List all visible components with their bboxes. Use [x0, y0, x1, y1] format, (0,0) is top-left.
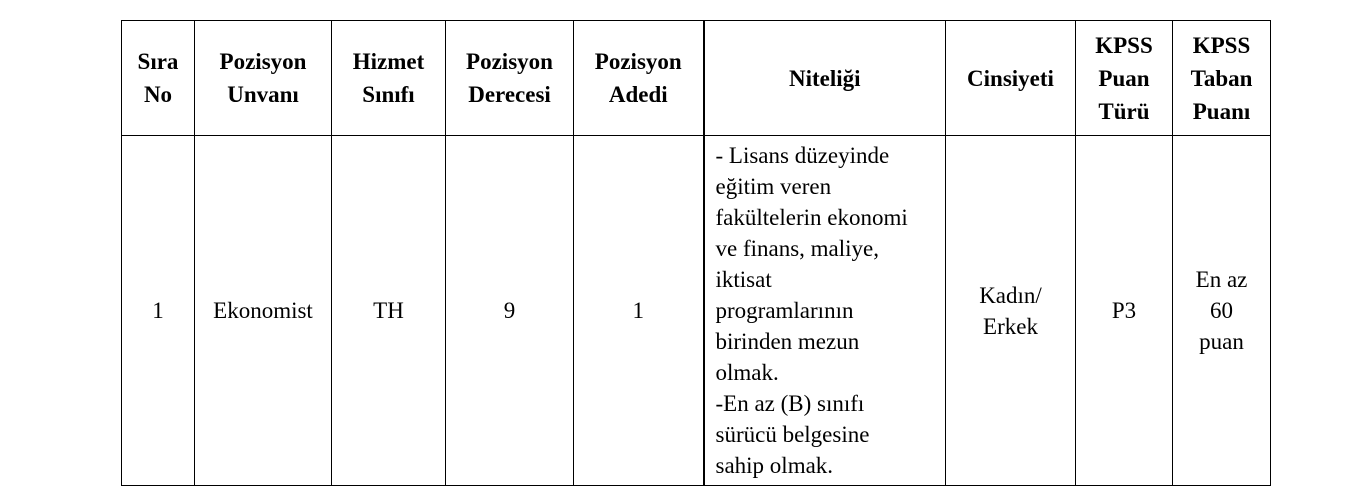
header-pozisyon-derecesi-line: Derecesi — [468, 82, 551, 107]
cell-cinsiyeti — [946, 136, 1076, 486]
header-hizmet-sinifi — [332, 21, 446, 136]
cell-pozisyon-derecesi: 9 — [446, 136, 574, 486]
cell-kpss-puan-turu: P3 — [1076, 136, 1173, 486]
header-kpss-taban-puani — [1173, 21, 1271, 136]
header-pozisyon-adedi-line: Pozisyon — [594, 49, 682, 74]
qualification-line: eğitim veren — [715, 174, 832, 199]
header-pozisyon-adedi-line: Adedi — [608, 82, 668, 107]
cell-cinsiyeti-line: Kadın/ — [979, 282, 1042, 308]
cell-hizmet-sinifi: TH — [332, 136, 446, 486]
header-row — [122, 21, 1271, 136]
header-kpss-taban-puani-line: KPSS — [1192, 32, 1251, 58]
qualification-line: sahip olmak. — [715, 453, 834, 478]
cell-pozisyon-unvani: Ekonomist — [195, 136, 332, 486]
header-pozisyon-unvani-line: Pozisyon — [219, 49, 307, 74]
qualification-line: -En az (B) sınıfı — [715, 391, 865, 416]
header-kpss-puan-turu-line: KPSS — [1095, 32, 1153, 58]
cell-kpss-taban-puani-line: En az — [1195, 267, 1248, 292]
qualification-line: olmak. — [715, 360, 779, 385]
positions-table — [121, 20, 1271, 486]
qualification-line: sürücü belgesine — [715, 422, 870, 447]
cell-niteligi — [704, 136, 946, 486]
header-niteligi — [704, 21, 946, 136]
cell-kpss-taban-puani-line: puan — [1199, 329, 1244, 354]
qualification-line: iktisat — [715, 267, 772, 292]
header-sira-no-line: Sıra — [137, 49, 179, 74]
header-kpss-puan-turu-line: Puan — [1098, 65, 1150, 91]
header-hizmet-sinifi-line: Hizmet — [352, 49, 425, 74]
header-pozisyon-unvani-line: Unvanı — [227, 82, 299, 107]
header-kpss-puan-turu-line: Türü — [1098, 98, 1150, 124]
header-kpss-taban-puani-line: Puanı — [1192, 98, 1251, 124]
cell-sira-no: 1 — [122, 136, 195, 486]
header-pozisyon-unvani — [195, 21, 332, 136]
header-cinsiyeti — [946, 21, 1076, 136]
header-sira-no — [122, 21, 195, 136]
cell-pozisyon-adedi: 1 — [574, 136, 704, 486]
qualification-line: fakültelerin ekonomi — [715, 205, 908, 230]
header-hizmet-sinifi-line: Sınıfı — [362, 82, 415, 107]
header-pozisyon-derecesi-line: Pozisyon — [466, 49, 553, 74]
header-kpss-taban-puani-line: Taban — [1190, 65, 1253, 91]
header-cinsiyeti-line: Cinsiyeti — [967, 65, 1054, 91]
header-pozisyon-derecesi — [446, 21, 574, 136]
qualification-line: - Lisans düzeyinde — [715, 143, 890, 168]
cell-kpss-taban-puani — [1173, 136, 1271, 486]
header-sira-no-line: No — [143, 82, 173, 107]
header-kpss-puan-turu — [1076, 21, 1173, 136]
qualification-line: programlarının — [715, 298, 854, 323]
table-row — [122, 136, 1271, 486]
qualification-line: ve finans, maliye, — [715, 236, 880, 261]
cell-kpss-taban-puani-line: 60 — [1210, 298, 1233, 323]
qualification-line: birinden mezun — [715, 329, 860, 354]
cell-cinsiyeti-line: Erkek — [983, 313, 1038, 339]
header-niteligi-line: Niteliği — [788, 65, 861, 91]
header-pozisyon-adedi — [574, 21, 704, 136]
